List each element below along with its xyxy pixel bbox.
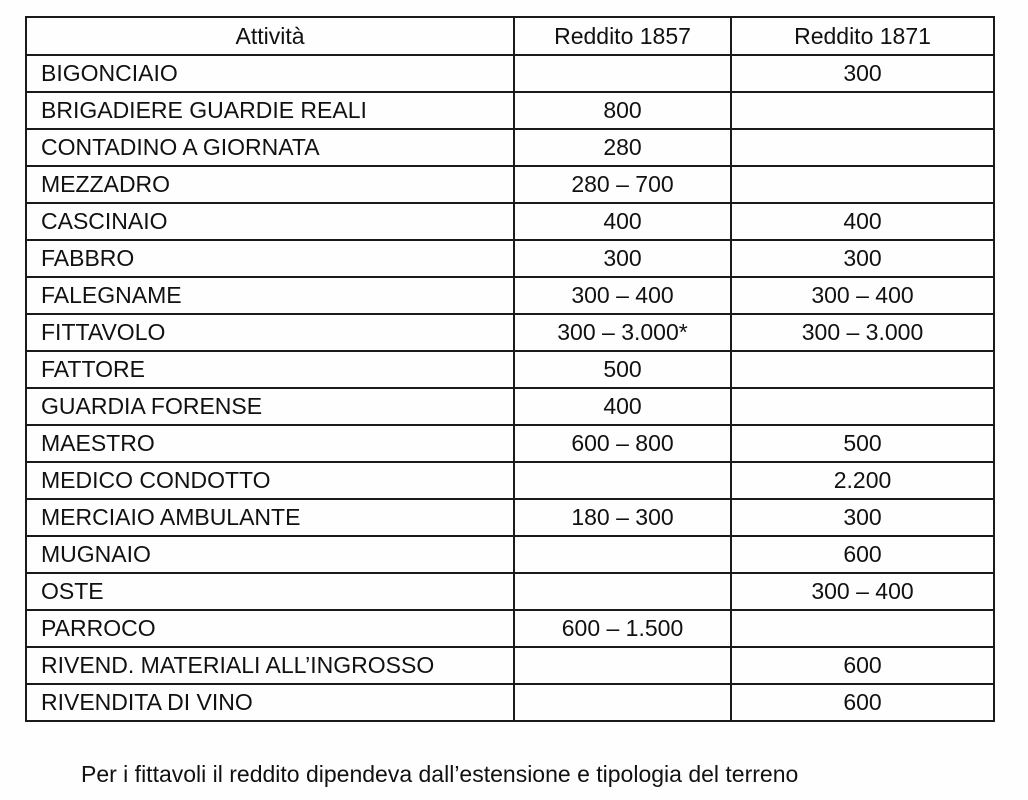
activity-cell: MEDICO CONDOTTO	[26, 462, 514, 499]
income-1871-cell: 300	[731, 499, 994, 536]
income-1871-cell	[731, 610, 994, 647]
table-row	[26, 684, 994, 721]
table-row	[26, 536, 994, 573]
income-1857-cell: 800	[514, 92, 731, 129]
income-1871-cell: 600	[731, 536, 994, 573]
income-1857-cell: 600 – 800	[514, 425, 731, 462]
income-1871-cell	[731, 388, 994, 425]
activity-cell: CASCINAIO	[26, 203, 514, 240]
activity-cell: FITTAVOLO	[26, 314, 514, 351]
table-row	[26, 388, 994, 425]
table-row	[26, 240, 994, 277]
income-1871-cell: 300 – 400	[731, 277, 994, 314]
income-1857-cell	[514, 55, 731, 92]
income-1857-cell: 300 – 400	[514, 277, 731, 314]
income-1871-cell	[731, 129, 994, 166]
income-1871-cell: 300 – 3.000	[731, 314, 994, 351]
header-income-1871: Reddito 1871	[731, 17, 994, 55]
table-row	[26, 573, 994, 610]
income-table	[25, 16, 995, 722]
income-1857-cell: 180 – 300	[514, 499, 731, 536]
activity-cell: GUARDIA FORENSE	[26, 388, 514, 425]
income-1871-cell: 600	[731, 647, 994, 684]
table-row	[26, 647, 994, 684]
footnote: Per i fittavoli il reddito dipendeva dall’estensione e tipologia del terreno	[81, 761, 799, 787]
activity-cell: BRIGADIERE GUARDIE REALI	[26, 92, 514, 129]
activity-cell: CONTADINO A GIORNATA	[26, 129, 514, 166]
header-activity: Attività	[26, 17, 514, 55]
income-1857-cell: 400	[514, 203, 731, 240]
income-1871-cell: 300	[731, 240, 994, 277]
table-row	[26, 610, 994, 647]
table-row	[26, 462, 994, 499]
table-row	[26, 166, 994, 203]
income-1871-cell	[731, 166, 994, 203]
table-header-row	[26, 17, 994, 55]
income-1857-cell: 280	[514, 129, 731, 166]
table-row	[26, 55, 994, 92]
table-row	[26, 129, 994, 166]
income-1857-cell: 300	[514, 240, 731, 277]
header-income-1857: Reddito 1857	[514, 17, 731, 55]
table-row	[26, 277, 994, 314]
income-1857-cell: 600 – 1.500	[514, 610, 731, 647]
income-1857-cell: 300 – 3.000*	[514, 314, 731, 351]
table-row	[26, 314, 994, 351]
activity-cell: FATTORE	[26, 351, 514, 388]
activity-cell: PARROCO	[26, 610, 514, 647]
income-1857-cell: 280 – 700	[514, 166, 731, 203]
income-1871-cell: 400	[731, 203, 994, 240]
income-1871-cell: 600	[731, 684, 994, 721]
income-1871-cell: 300 – 400	[731, 573, 994, 610]
table-row	[26, 351, 994, 388]
income-1871-cell: 500	[731, 425, 994, 462]
activity-cell: OSTE	[26, 573, 514, 610]
activity-cell: FALEGNAME	[26, 277, 514, 314]
income-1857-cell: 500	[514, 351, 731, 388]
income-1871-cell: 2.200	[731, 462, 994, 499]
activity-cell: MUGNAIO	[26, 536, 514, 573]
table-row	[26, 203, 994, 240]
table-row	[26, 425, 994, 462]
income-1857-cell	[514, 647, 731, 684]
income-1871-cell	[731, 92, 994, 129]
income-1857-cell	[514, 462, 731, 499]
income-1857-cell	[514, 536, 731, 573]
income-1857-cell	[514, 684, 731, 721]
activity-cell: RIVEND. MATERIALI ALL’INGROSSO	[26, 647, 514, 684]
activity-cell: FABBRO	[26, 240, 514, 277]
activity-cell: MEZZADRO	[26, 166, 514, 203]
income-1871-cell: 300	[731, 55, 994, 92]
income-1857-cell	[514, 573, 731, 610]
income-1871-cell	[731, 351, 994, 388]
activity-cell: RIVENDITA DI VINO	[26, 684, 514, 721]
activity-cell: MAESTRO	[26, 425, 514, 462]
table-row	[26, 499, 994, 536]
activity-cell: BIGONCIAIO	[26, 55, 514, 92]
activity-cell: MERCIAIO AMBULANTE	[26, 499, 514, 536]
income-1857-cell: 400	[514, 388, 731, 425]
table-row	[26, 92, 994, 129]
